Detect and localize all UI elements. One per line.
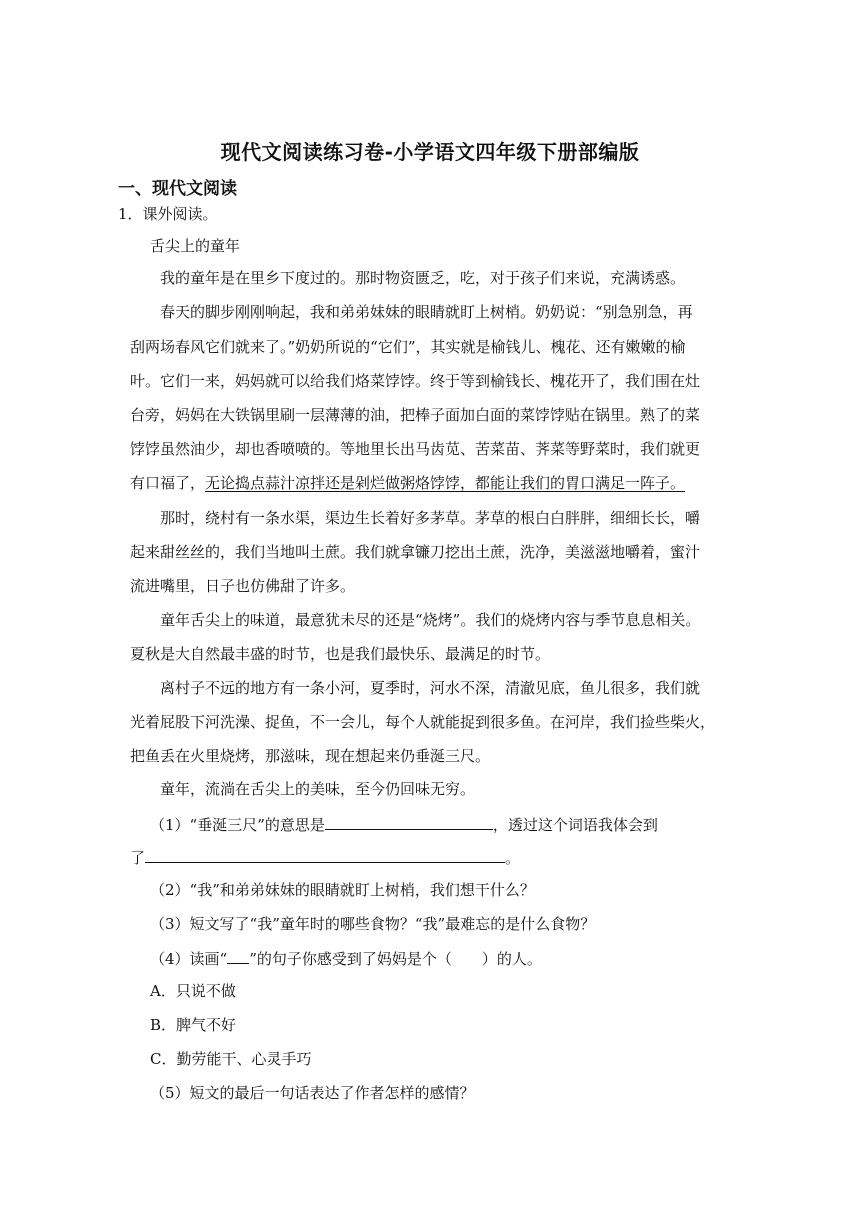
paragraph-line: [130, 473, 685, 493]
page-title: 现代文阅读练习卷-小学语文四年级下册部编版: [220, 140, 640, 164]
question-text: 了: [130, 849, 146, 867]
passage-title: 舌尖上的童年: [150, 237, 241, 255]
option-b[interactable]: B．脾气不好: [150, 1016, 237, 1034]
paragraph-line: 离村子不远的地方有一条小河，夏季时，河水不深，清澈见底，鱼儿很多，我们就: [160, 679, 701, 697]
paragraph-line: 把鱼丢在火里烧烤，那滋味，现在想起来仍垂涎三尺。: [130, 747, 491, 765]
paragraph-line: 我的童年是在里乡下度过的。那时物资匮乏，吃，对于孩子们来说，充满诱惑。: [160, 269, 686, 287]
paragraph-line: 台旁，妈妈在大铁锅里刷一层薄薄的油，把棒子面加白面的菜饽饽贴在锅里。熟了的菜: [130, 406, 701, 424]
paragraph-line: 夏秋是大自然最丰盛的时节，也是我们最快乐、最满足的时节。: [130, 645, 551, 663]
question-text: （4）读画“: [150, 950, 228, 968]
paragraph-line: 春天的脚步刚刚响起，我和弟弟妹妹的眼睛就盯上树梢。奶奶说：“别急别急，再: [160, 303, 693, 321]
sub-question-1: [150, 813, 658, 835]
sub-question-3: （3）短文写了“我”童年时的哪些食物？“我”最难忘的是什么食物？: [150, 915, 596, 933]
paragraph-line: 叶。它们一来，妈妈就可以给我们烙菜饽饽。终于等到榆钱长、槐花开了，我们围在灶: [130, 372, 701, 390]
sub-question-4: [150, 947, 542, 969]
paragraph-line: 流进嘴里，日子也仿佛甜了许多。: [130, 577, 356, 595]
underlined-sentence: 无论捣点蒜汁凉拌还是剁烂做粥烙饽饽，都能让我们的胃口满足一阵子。: [205, 474, 686, 492]
sub-question-1-cont: [130, 846, 520, 868]
paragraph-line: 光着屁股下河洗澡、捉鱼，不一会儿，每个人就能捉到很多鱼。在河岸，我们捡些柴火，: [130, 713, 716, 731]
option-c[interactable]: C．勤劳能干、心灵手巧: [150, 1050, 312, 1068]
paragraph-line: 那时，绕村有一条水渠，渠边生长着好多茅草。茅草的根白白胖胖，细细长长，嚼: [160, 509, 701, 527]
underline-sample: [227, 947, 249, 964]
section-heading: 一、现代文阅读: [118, 179, 237, 199]
paragraph-line: 童年，流淌在舌尖上的美味，至今仍回味无穷。: [160, 780, 476, 798]
question-text: 。: [505, 849, 521, 867]
paragraph-line: 刮两场春风它们就来了。”奶奶所说的“它们”，其实就是榆钱儿、槐花、还有嫩嫩的榆: [130, 338, 686, 356]
question-text: （1）“垂涎三尺”的意思是: [150, 816, 325, 834]
sub-question-5: （5）短文的最后一句话表达了作者怎样的感情？: [150, 1084, 475, 1102]
question-number: 1．课外阅读。: [118, 205, 218, 223]
question-text: ”的句子你感受到了妈妈是个（ ）的人。: [249, 950, 542, 968]
sub-question-2: （2）“我”和弟弟妹妹的眼睛就盯上树梢，我们想干什么？: [150, 881, 535, 899]
paragraph-text: 有口福了，: [130, 474, 206, 492]
paragraph-line: 饽饽虽然油少，却也香喷喷的。等地里长出马齿苋、苦菜苗、荠菜等野菜时，我们就更: [130, 440, 701, 458]
paragraph-line: 童年舌尖上的味道，最意犹未尽的还是“烧烤”。我们的烧烤内容与季节息息相关。: [160, 611, 701, 629]
answer-blank[interactable]: [145, 846, 505, 863]
paragraph-line: 起来甜丝丝的，我们当地叫土蔗。我们就拿镰刀挖出土蔗，洗净，美滋滋地嚼着，蜜汁: [130, 543, 701, 561]
answer-blank[interactable]: [325, 813, 493, 830]
option-a[interactable]: A．只说不做: [150, 982, 236, 1000]
question-text: ，透过这个词语我体会到: [492, 816, 658, 834]
